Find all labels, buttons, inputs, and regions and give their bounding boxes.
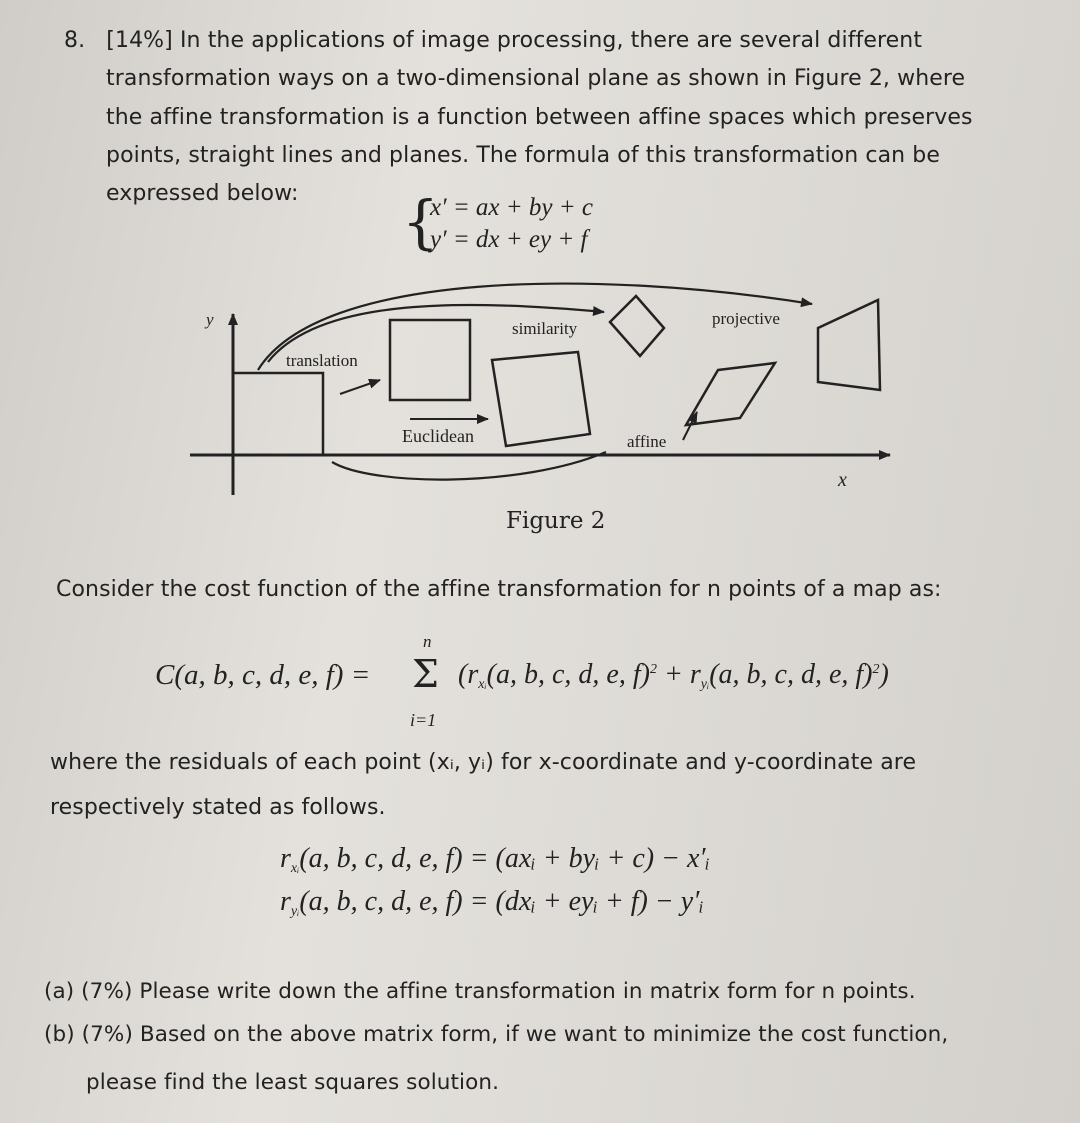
euclidean-square (492, 352, 590, 446)
cost-lhs: C(a, b, c, d, e, f) = (155, 659, 371, 691)
question-line-4: points, straight lines and planes. The formula of this transformation can be (106, 143, 940, 168)
translated-square (390, 320, 470, 400)
cost-body (458, 659, 889, 693)
residual-rx-body: (a, b, c, d, e, f) = (axᵢ + byᵢ + c) − x′ᵢ (299, 843, 710, 874)
residuals-line-1: where the residuals of each point (xᵢ, yᵢ) for x-coordinate and y-coordinate are (50, 750, 917, 775)
translation-arrow (340, 380, 380, 394)
residual-rx-subscript: xᵢ (290, 861, 300, 876)
figure-2-diagram (0, 0, 1080, 520)
cost-ry-args: (a, b, c, d, e, f) (709, 659, 873, 690)
equation-y: y′ = dx + ey + f (430, 226, 588, 253)
part-b-line-2: please find the least squares solution. (86, 1070, 500, 1095)
cost-sum-lower: i=1 (410, 710, 437, 730)
residual-ry-symbol: r (280, 886, 291, 917)
affine-parallelogram (686, 363, 775, 425)
residuals-line-2: respectively stated as follows. (50, 795, 386, 820)
cost-rx-args: (a, b, c, d, e, f) (486, 659, 650, 690)
affine-label: affine (627, 432, 667, 451)
question-line-5: expressed below: (106, 181, 299, 206)
equation-x: x′ = ax + by + c (430, 194, 593, 221)
x-axis-label: x (838, 469, 847, 491)
cost-ry-subscript: yᵢ (700, 677, 710, 692)
part-a: (a) (7%) Please write down the affine transformation in matrix form for n points. (44, 979, 916, 1004)
projective-quad (818, 300, 880, 390)
residual-ry-subscript: yᵢ (290, 904, 300, 919)
cost-plus-ry: + r (656, 659, 701, 690)
projective-label: projective (712, 309, 780, 328)
cost-sum-upper: n (423, 632, 432, 651)
question-number: 8. (64, 28, 86, 53)
question-weight: [14%] (106, 28, 173, 53)
figure-caption: Figure 2 (506, 508, 606, 534)
cost-sigma: Σ (412, 652, 439, 696)
residual-rx-equation (280, 843, 710, 877)
residual-rx-symbol: r (280, 843, 291, 874)
original-square (233, 373, 323, 455)
residual-ry-body: (a, b, c, d, e, f) = (dxᵢ + eyᵢ + f) − y′ᵢ (299, 886, 704, 917)
question-line-3: the affine transformation is a function between affine spaces which preserves (106, 105, 973, 130)
question-text-1: In the applications of image processing, there are several different (179, 28, 923, 53)
cost-rx-square: 2 (649, 662, 657, 677)
similarity-label: similarity (512, 319, 578, 338)
cost-rx: (r (458, 659, 479, 690)
part-b-line-1: (b) (7%) Based on the above matrix form, if we want to minimize the cost function, (44, 1022, 949, 1047)
question-line-2: transformation ways on a two-dimensional plane as shown in Figure 2, where (106, 66, 966, 91)
y-axis-label: y (206, 310, 214, 329)
residual-ry-equation (280, 886, 704, 920)
cost-rx-subscript: xᵢ (478, 677, 487, 692)
equation-brace: { (402, 188, 439, 256)
cost-close-paren: ) (879, 659, 889, 690)
translation-label: translation (286, 351, 358, 370)
euclidean-label: Euclidean (402, 426, 474, 446)
cost-intro: Consider the cost function of the affine transformation for n points of a map as: (56, 577, 942, 602)
similarity-square (610, 296, 664, 356)
cost-ry-square: 2 (872, 662, 880, 677)
